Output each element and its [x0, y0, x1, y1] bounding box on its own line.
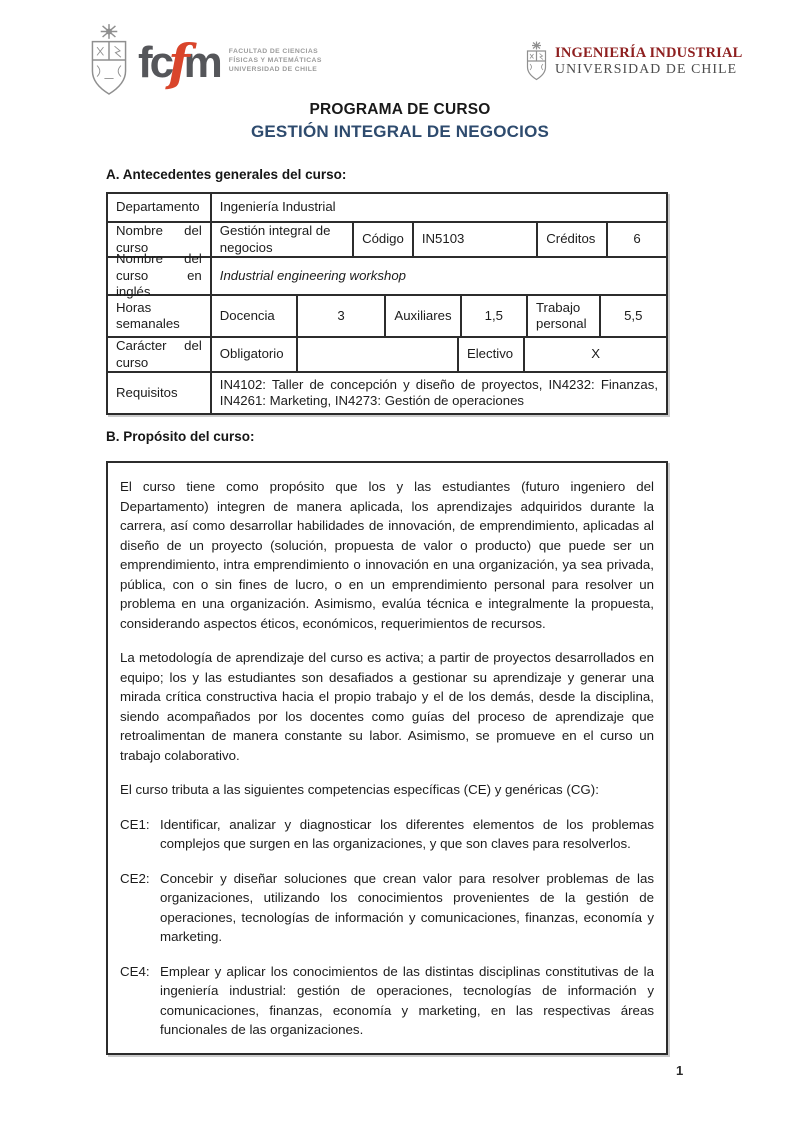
nombre-curso-value: Gestión integral de negocios	[219, 223, 331, 255]
caracter-label-cell	[108, 338, 212, 371]
table-row-nombre-ingles	[108, 251, 666, 300]
docencia-value-cell	[298, 296, 387, 336]
electivo-value: X	[591, 346, 601, 362]
course-info-table	[106, 192, 668, 415]
horas-label: Horas semanales	[116, 299, 180, 331]
competencia-ce2	[120, 869, 654, 947]
section-b-heading: B. Propósito del curso:	[106, 429, 255, 444]
auxiliares-value-cell	[462, 296, 528, 336]
auxiliares-label: Auxiliares	[394, 307, 452, 323]
uchile-shield-small-icon	[524, 41, 549, 81]
nombre-ingles-label: Nombre del curso en inglés	[116, 251, 202, 300]
requisitos-value: IN4102: Taller de concepción y diseño de proyectos, IN4232: Finanzas, IN4261: Marketing, IN4273: Gestión de operaciones	[219, 376, 658, 408]
obligatorio-label: Obligatorio	[219, 346, 284, 362]
proposito-paragraph-3: El curso tributa a las siguientes competencias específicas (CE) y genéricas (CG):	[120, 782, 599, 797]
competencia-ce4-code: CE4:	[120, 963, 150, 979]
ingenieria-industrial-text	[555, 45, 743, 77]
course-title: GESTIÓN INTEGRAL DE NEGOCIOS	[250, 122, 550, 141]
docencia-label-cell	[212, 296, 298, 336]
trabajo-label: Trabajo personal	[535, 299, 587, 331]
codigo-value-cell	[414, 223, 538, 256]
proposito-box	[106, 461, 668, 1055]
fcfm-wordmark	[138, 33, 220, 92]
requisitos-label: Requisitos	[116, 384, 178, 400]
horas-label-cell	[108, 296, 212, 336]
departamento-value: Ingeniería Industrial	[219, 199, 336, 215]
trabajo-label-cell	[528, 296, 601, 336]
obligatorio-value-cell	[298, 338, 459, 371]
table-row-caracter	[108, 338, 666, 373]
proposito-paragraph-1: El curso tiene como propósito que los y las estudiantes (futuro ingeniero del Departamento) integren de manera aplicada, los aprendizajes adquiridos durante la carrera, así como desarrollar habilidades de innovación, de emprendimiento, aplicadas al diseño de un proyecto (solución, propuesta de valor o producto) que puede ser un emprendimiento, intra emprendimiento o innovación en una organización, ya sea privada, pública, con o sin fines de lucro, o en un emprendimiento personal para resolver un problema en una organización. Asimismo, evalúa técnica e integralmente la propuesta, considerando aspectos éticos, económicos, requerimientos de recursos.	[120, 479, 654, 631]
requisitos-label-cell	[108, 373, 212, 413]
requisitos-value-cell	[212, 373, 666, 413]
nombre-curso-label: Nombre del curso	[116, 223, 202, 255]
competencia-ce4-text: Emplear y aplicar los conocimientos de las distintas disciplinas constitutivas de la ingeniería industrial: gestión de operaciones, tecnologías de información y comunicaciones, finanzas, economía y marketing, en las respectivas áreas funcionales de las organizaciones.	[160, 963, 654, 1037]
departamento-label-cell	[108, 194, 212, 221]
fcfm-caption	[229, 47, 322, 74]
docencia-value: 3	[337, 307, 345, 323]
ingenieria-industrial-line2: UNIVERSIDAD DE CHILE	[555, 61, 738, 77]
obligatorio-label-cell	[212, 338, 298, 371]
competencia-ce4	[120, 962, 654, 1040]
docencia-label: Docencia	[219, 307, 275, 323]
creditos-value: 6	[633, 231, 641, 247]
competencia-ce2-text: Concebir y diseñar soluciones que crean valor para resolver problemas de las organizaciones, utilizando los conocimientos provenientes de la gestión de operaciones, tecnologías de información y comunicaciones, finanzas, economía y marketing.	[160, 870, 654, 944]
fcfm-logo	[86, 22, 322, 98]
departamento-value-cell	[212, 194, 666, 221]
electivo-label-cell	[459, 338, 525, 371]
proposito-paragraph-2: La metodología de aprendizaje del curso es activa; a partir de proyectos desarrollados en equipo; los y las estudiantes son desafiados a gestionar su aprendizaje y generar una mirada crítica constructiva hacia el propio trabajo y el de los demás, desde la disciplina, siendo acompañados por los docentes como guías del proceso de aprendizaje que retroalimentan de manera constante su labor. Asimismo, se promueve en el curso un trabajo colaborativo.	[120, 650, 654, 763]
electivo-label: Electivo	[466, 346, 514, 362]
fcfm-caption-line1: FACULTAD DE CIENCIAS	[228, 47, 319, 55]
trabajo-value-cell	[601, 296, 666, 336]
fcfm-caption-line2: FÍSICAS Y MATEMÁTICAS	[228, 56, 322, 64]
nombre-curso-value-cell	[212, 223, 354, 256]
auxiliares-label-cell	[386, 296, 461, 336]
fcfm-wordmark-m: m	[183, 38, 220, 87]
nombre-ingles-value: Industrial engineering workshop	[219, 267, 406, 283]
creditos-label-cell	[538, 223, 608, 256]
ingenieria-industrial-line1: INGENIERÍA INDUSTRIAL	[555, 45, 743, 62]
competencia-ce1-code: CE1:	[120, 816, 150, 832]
departamento-label: Departamento	[116, 199, 200, 215]
fcfm-wordmark-red-f: f	[168, 33, 187, 92]
codigo-label-cell	[354, 223, 414, 256]
fcfm-caption-line3: UNIVERSIDAD DE CHILE	[228, 65, 318, 73]
competencia-ce1	[120, 815, 654, 854]
codigo-label: Código	[362, 231, 404, 247]
page-number: 1	[676, 1063, 684, 1078]
fcfm-wordmark-fc: fc	[138, 38, 172, 87]
trabajo-value: 5,5	[624, 307, 643, 323]
table-row-departamento	[108, 194, 666, 223]
nombre-ingles-value-cell	[212, 258, 666, 294]
table-row-requisitos	[108, 373, 666, 413]
codigo-value: IN5103	[421, 231, 465, 247]
creditos-label: Créditos	[546, 231, 596, 247]
competencia-ce1-text: Identificar, analizar y diagnosticar los diferentes elementos de los problemas complejos que surgen en las organizaciones, y que son claves para resolverlos.	[160, 816, 654, 851]
uchile-shield-icon	[86, 23, 132, 97]
creditos-value-cell	[608, 223, 666, 256]
competencia-ce2-code: CE2:	[120, 870, 150, 886]
ingenieria-industrial-logo	[524, 41, 743, 81]
caracter-label: Carácter del curso	[116, 338, 202, 370]
auxiliares-value: 1,5	[484, 307, 503, 323]
electivo-value-cell	[525, 338, 666, 371]
nombre-ingles-label-cell	[108, 251, 212, 300]
section-a-heading: A. Antecedentes generales del curso:	[106, 167, 347, 182]
document-title: PROGRAMA DE CURSO	[309, 101, 491, 118]
table-row-horas	[108, 296, 666, 338]
